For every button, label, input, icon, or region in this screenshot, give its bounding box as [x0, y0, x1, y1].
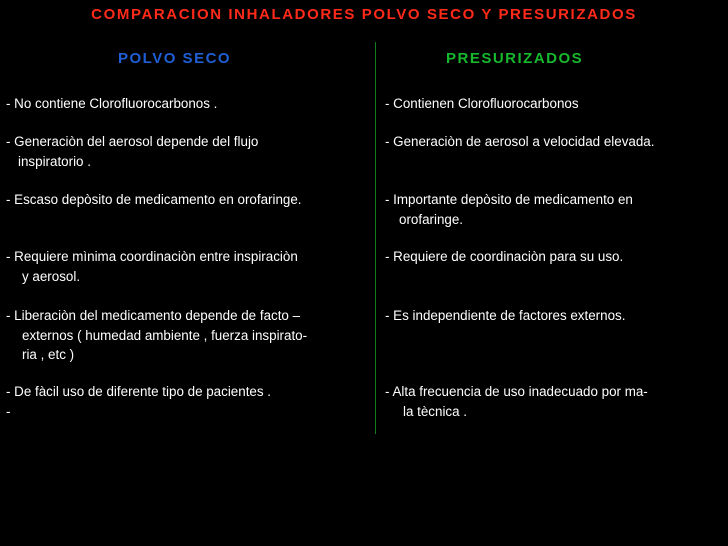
left-row-6-line-1: - De fàcil uso de diferente tipo de pacientes . [6, 384, 271, 399]
right-row-4-line-1: - Requiere de coordinaciòn para su uso. [385, 249, 624, 264]
left-row-2-line-2: inspiratorio . [18, 153, 91, 169]
right-row-6-line-1: - Alta frecuencia de uso inadecuado por ma- [385, 384, 648, 399]
column-heading-polvo-seco: POLVO SECO [118, 50, 232, 67]
left-row-3 [6, 190, 302, 210]
left-row-1-line-1: - No contiene Clorofluorocarbonos . [6, 96, 218, 111]
right-row-3-line-2: orofaringe. [399, 211, 464, 227]
right-row-3 [385, 190, 633, 229]
left-row-5-line-3: ria , etc ) [22, 347, 75, 362]
left-row-3-line-1: - Escaso depòsito de medicamento en orofaringe. [6, 192, 302, 207]
right-row-5 [385, 306, 625, 326]
left-row-5-line-1: - Liberaciòn del medicamento depende de facto – [6, 308, 301, 323]
right-row-2 [385, 132, 654, 152]
right-row-1 [385, 94, 579, 114]
right-row-4 [385, 247, 623, 267]
column-heading-presurizados: PRESURIZADOS [446, 50, 584, 67]
left-row-1 [6, 94, 217, 114]
left-row-2 [6, 132, 258, 171]
right-row-2-line-1: - Generaciòn de aerosol a velocidad elevada. [385, 134, 655, 149]
right-row-6-line-2: la tècnica . [403, 403, 468, 419]
left-row-4-line-2: y aerosol. [22, 268, 81, 284]
right-row-6 [385, 382, 648, 421]
left-row-5 [6, 306, 307, 365]
column-divider [375, 42, 376, 434]
left-row-5-line-2: externos ( humedad ambiente , fuerza inspirato- [22, 327, 308, 343]
left-row-2-line-1: - Generaciòn del aerosol depende del flujo [6, 134, 259, 149]
right-row-5-line-1: - Es independiente de factores externos. [385, 308, 626, 323]
right-row-3-line-1: - Importante depòsito de medicamento en [385, 192, 633, 207]
left-row-4-line-1: - Requiere mìnima coordinaciòn entre inspiraciòn [6, 249, 298, 264]
slide-title: COMPARACION INHALADORES POLVO SECO Y PRESURIZADOS [91, 6, 637, 23]
right-row-1-line-1: - Contienen Clorofluorocarbonos [385, 96, 579, 111]
left-row-4 [6, 247, 298, 286]
left-row-6-line-2: - [6, 403, 11, 419]
left-row-6 [6, 382, 271, 421]
